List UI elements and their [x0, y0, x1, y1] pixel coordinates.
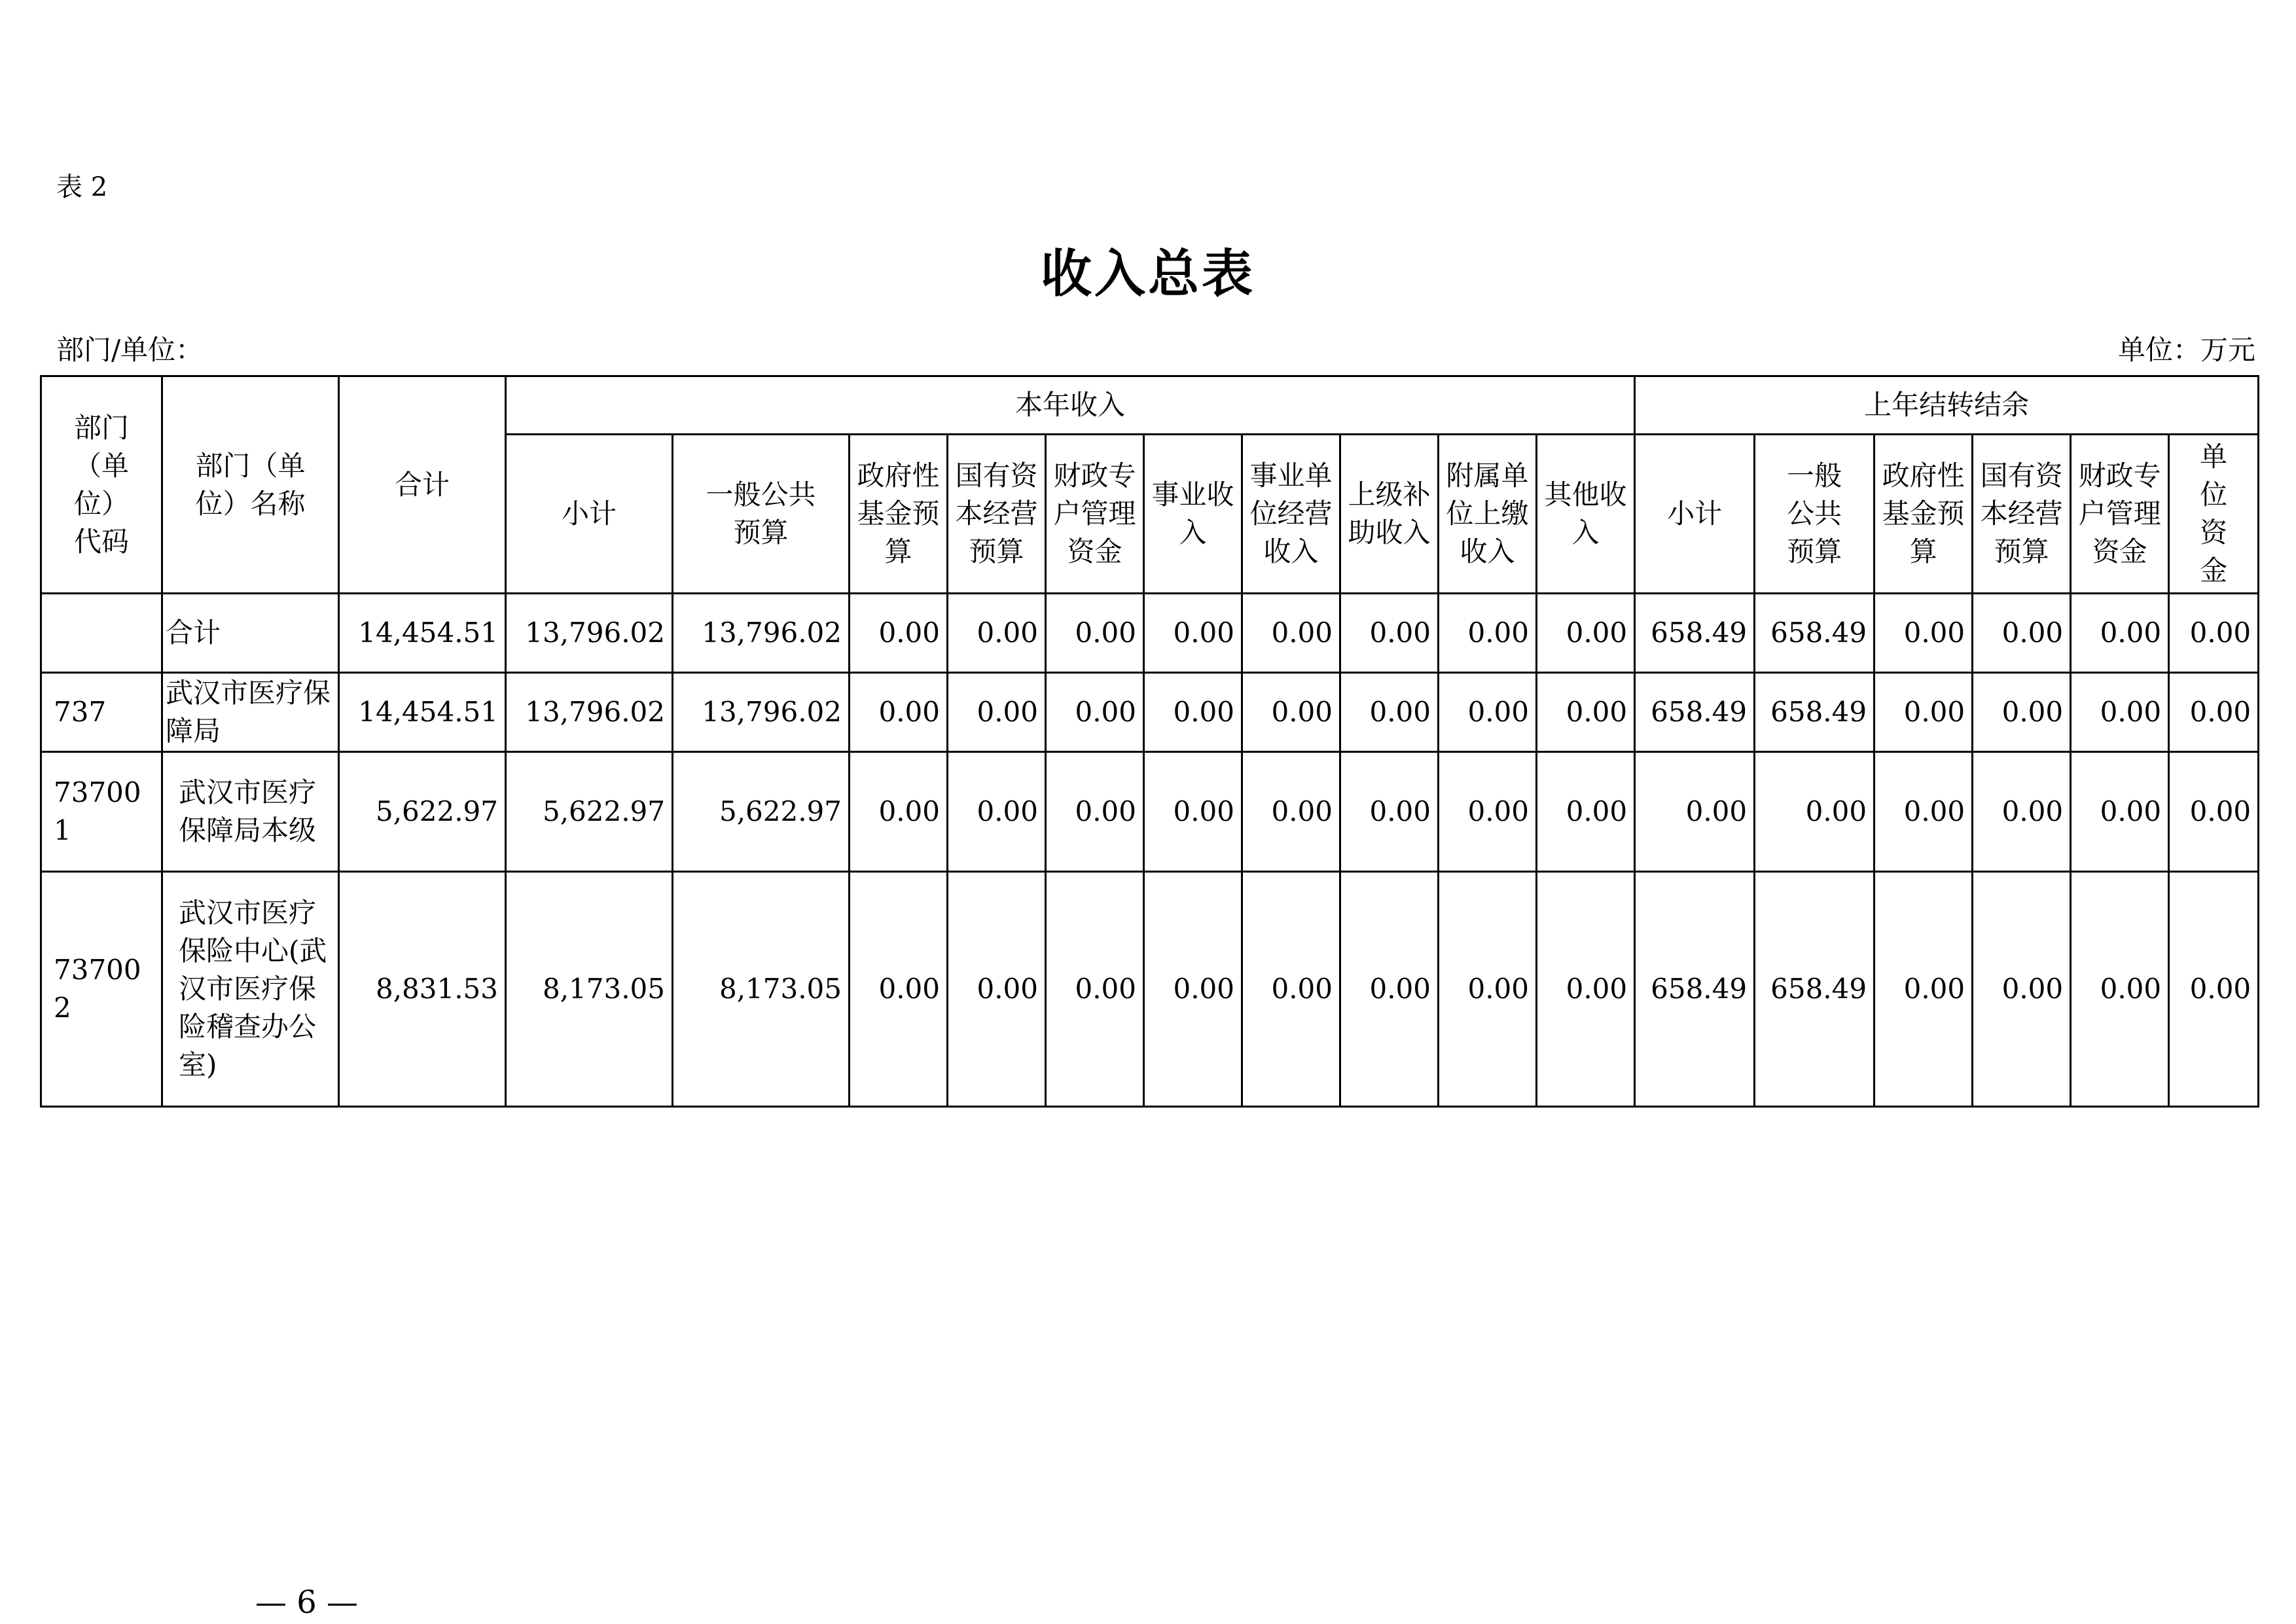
cell-carryover: 658.49 — [1635, 872, 1755, 1107]
header-co-col: 单位资金 — [2169, 435, 2259, 594]
cell-current-year: 0.00 — [1242, 872, 1340, 1107]
department-label: 部门/单位： — [56, 334, 204, 366]
cell-current-year: 0.00 — [850, 594, 948, 673]
cell-current-year: 13,796.02 — [673, 673, 850, 752]
cell-carryover: 0.00 — [2169, 752, 2259, 872]
header-cy-col: 事业单位经营收入 — [1242, 435, 1340, 594]
header-cy-col: 事业收入 — [1144, 435, 1242, 594]
cell-current-year: 8,173.05 — [506, 872, 673, 1107]
cell-carryover: 658.49 — [1635, 673, 1755, 752]
cell-current-year: 0.00 — [1242, 752, 1340, 872]
cell-carryover: 0.00 — [2071, 752, 2169, 872]
cell-total: 14,454.51 — [339, 594, 506, 673]
unit-label: 单位：万元 — [2117, 334, 2255, 366]
cell-carryover: 0.00 — [1973, 872, 2071, 1107]
cell-current-year: 0.00 — [1537, 673, 1635, 752]
cell-name: 合计 — [162, 594, 339, 673]
cell-current-year: 13,796.02 — [506, 673, 673, 752]
cell-carryover: 658.49 — [1635, 594, 1755, 673]
table-row — [41, 594, 2259, 673]
income-summary-table — [40, 375, 2259, 1108]
cell-current-year: 0.00 — [1144, 594, 1242, 673]
cell-carryover: 658.49 — [1755, 594, 1874, 673]
cell-current-year: 0.00 — [1144, 673, 1242, 752]
cell-current-year: 0.00 — [1242, 673, 1340, 752]
cell-current-year: 0.00 — [1537, 594, 1635, 673]
cell-current-year: 0.00 — [1537, 872, 1635, 1107]
cell-carryover: 0.00 — [1874, 872, 1973, 1107]
cell-current-year: 8,173.05 — [673, 872, 850, 1107]
cell-current-year: 0.00 — [948, 673, 1046, 752]
header-cy-col: 小计 — [506, 435, 673, 594]
cell-current-year: 0.00 — [850, 872, 948, 1107]
cell-total: 8,831.53 — [339, 872, 506, 1107]
cell-current-year: 0.00 — [948, 594, 1046, 673]
cell-current-year: 5,622.97 — [673, 752, 850, 872]
cell-current-year: 13,796.02 — [506, 594, 673, 673]
cell-carryover: 0.00 — [1874, 752, 1973, 872]
cell-current-year: 0.00 — [1439, 752, 1537, 872]
header-total: 合计 — [339, 376, 506, 594]
table-row — [41, 752, 2259, 872]
header-co-col: 一般公共预算 — [1755, 435, 1874, 594]
cell-name: 武汉市医疗保障局本级 — [162, 752, 339, 872]
header-co-col: 国有资本经营预算 — [1973, 435, 2071, 594]
cell-carryover: 0.00 — [2071, 872, 2169, 1107]
header-cy-col: 上级补助收入 — [1340, 435, 1439, 594]
cell-current-year: 0.00 — [1439, 594, 1537, 673]
cell-current-year: 0.00 — [1144, 872, 1242, 1107]
cell-current-year: 0.00 — [1439, 673, 1537, 752]
header-code: 部门（单位）代码 — [41, 376, 162, 594]
table-row — [41, 872, 2259, 1107]
cell-carryover: 658.49 — [1755, 872, 1874, 1107]
cell-current-year: 0.00 — [1046, 594, 1144, 673]
cell-current-year: 0.00 — [1340, 673, 1439, 752]
header-cy-col: 国有资本经营预算 — [948, 435, 1046, 594]
cell-name: 武汉市医疗保障局 — [162, 673, 339, 752]
cell-carryover: 0.00 — [1755, 752, 1874, 872]
cell-total: 14,454.51 — [339, 673, 506, 752]
cell-current-year: 13,796.02 — [673, 594, 850, 673]
cell-code: 737 — [41, 673, 162, 752]
page-title: 收入总表 — [1040, 244, 1255, 304]
header-cy-col: 附属单位上缴收入 — [1439, 435, 1537, 594]
cell-current-year: 5,622.97 — [506, 752, 673, 872]
cell-current-year: 0.00 — [1537, 752, 1635, 872]
cell-current-year: 0.00 — [1242, 594, 1340, 673]
cell-total: 5,622.97 — [339, 752, 506, 872]
page-number: — 6 — — [255, 1584, 359, 1621]
header-group-row — [41, 376, 2259, 435]
cell-current-year: 0.00 — [1046, 752, 1144, 872]
cell-carryover: 0.00 — [1874, 594, 1973, 673]
header-current-year: 本年收入 — [506, 376, 1635, 435]
header-cy-col: 其他收入 — [1537, 435, 1635, 594]
header-cy-col: 财政专户管理资金 — [1046, 435, 1144, 594]
cell-carryover: 0.00 — [1973, 752, 2071, 872]
cell-current-year: 0.00 — [948, 872, 1046, 1107]
cell-current-year: 0.00 — [1046, 673, 1144, 752]
cell-carryover: 0.00 — [1973, 594, 2071, 673]
cell-carryover: 0.00 — [2169, 594, 2259, 673]
cell-carryover: 0.00 — [1874, 673, 1973, 752]
cell-current-year: 0.00 — [850, 752, 948, 872]
cell-carryover: 0.00 — [1635, 752, 1755, 872]
header-name: 部门（单位）名称 — [162, 376, 339, 594]
cell-carryover: 658.49 — [1755, 673, 1874, 752]
header-co-col: 政府性基金预算 — [1874, 435, 1973, 594]
cell-carryover: 0.00 — [2169, 872, 2259, 1107]
header-co-col: 小计 — [1635, 435, 1755, 594]
cell-carryover: 0.00 — [2071, 594, 2169, 673]
cell-carryover: 0.00 — [1973, 673, 2071, 752]
header-co-col: 财政专户管理资金 — [2071, 435, 2169, 594]
cell-current-year: 0.00 — [1340, 594, 1439, 673]
cell-code — [41, 594, 162, 673]
cell-current-year: 0.00 — [1340, 872, 1439, 1107]
cell-carryover: 0.00 — [2169, 673, 2259, 752]
cell-code: 737002 — [41, 872, 162, 1107]
table-number: 表 2 — [56, 172, 108, 202]
cell-current-year: 0.00 — [1046, 872, 1144, 1107]
table-row — [41, 673, 2259, 752]
cell-carryover: 0.00 — [2071, 673, 2169, 752]
header-cy-col: 政府性基金预算 — [850, 435, 948, 594]
cell-current-year: 0.00 — [1439, 872, 1537, 1107]
cell-code: 737001 — [41, 752, 162, 872]
header-cy-col: 一般公共预算 — [673, 435, 850, 594]
cell-name: 武汉市医疗保险中心(武汉市医疗保险稽查办公室) — [162, 872, 339, 1107]
header-carryover: 上年结转结余 — [1635, 376, 2259, 435]
cell-current-year: 0.00 — [1340, 752, 1439, 872]
cell-current-year: 0.00 — [948, 752, 1046, 872]
cell-current-year: 0.00 — [1144, 752, 1242, 872]
cell-current-year: 0.00 — [850, 673, 948, 752]
